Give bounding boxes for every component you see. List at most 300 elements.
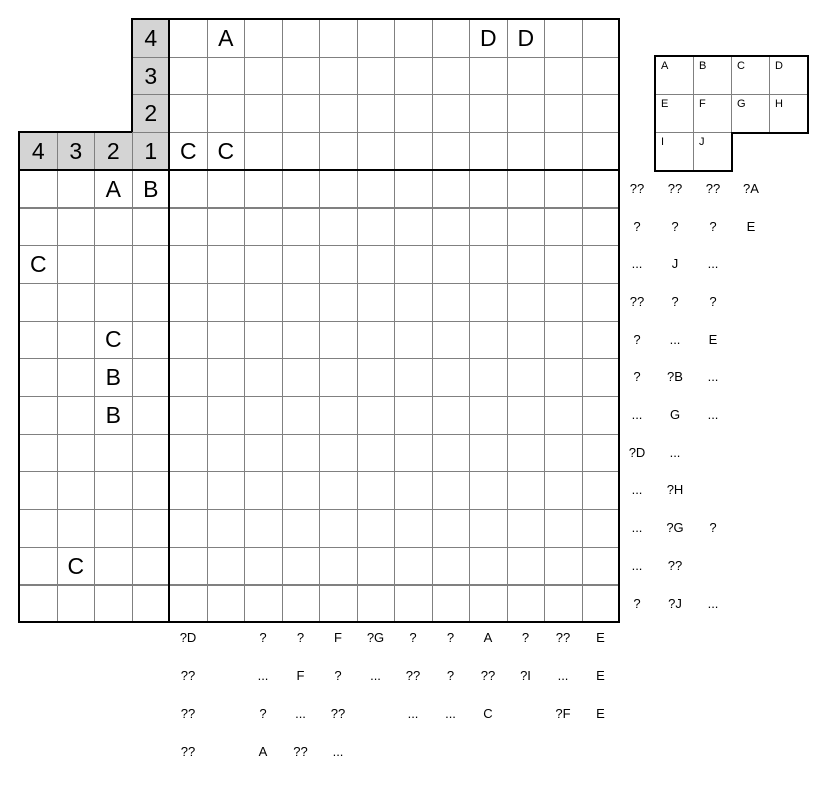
main-cell[interactable] bbox=[207, 170, 246, 209]
top-cell[interactable] bbox=[169, 94, 208, 133]
main-cell[interactable] bbox=[582, 509, 621, 548]
row1-cell[interactable] bbox=[469, 132, 508, 171]
main-cell[interactable] bbox=[507, 396, 546, 435]
left-cell[interactable]: B bbox=[132, 170, 171, 209]
main-cell[interactable] bbox=[169, 396, 208, 435]
legend-cell: I bbox=[655, 132, 694, 171]
top-cell[interactable] bbox=[544, 57, 583, 96]
top-cell[interactable] bbox=[432, 94, 471, 133]
grid-border bbox=[18, 131, 20, 622]
row1-cell[interactable]: C bbox=[207, 132, 246, 171]
top-cell[interactable] bbox=[169, 19, 208, 58]
left-cell[interactable] bbox=[19, 358, 58, 397]
bottom-clue: ... bbox=[557, 668, 569, 683]
main-cell[interactable] bbox=[357, 471, 396, 510]
main-cell[interactable] bbox=[469, 509, 508, 548]
main-cell[interactable] bbox=[582, 471, 621, 510]
main-cell[interactable] bbox=[169, 208, 208, 247]
legend-cell: B bbox=[693, 56, 732, 95]
main-cell[interactable] bbox=[394, 471, 433, 510]
bottom-clue: F bbox=[296, 668, 305, 683]
main-cell[interactable] bbox=[319, 471, 358, 510]
bottom-clue: ... bbox=[370, 668, 381, 683]
right-clue: E bbox=[746, 218, 756, 234]
main-cell[interactable] bbox=[544, 283, 583, 322]
right-clue: ? bbox=[709, 218, 717, 234]
bottom-clue: ?? bbox=[180, 744, 196, 759]
main-cell[interactable] bbox=[319, 245, 358, 284]
bottom-clue: C bbox=[483, 706, 493, 721]
left-cell[interactable] bbox=[57, 509, 96, 548]
bottom-clue: A bbox=[483, 630, 493, 645]
top-cell[interactable] bbox=[207, 94, 246, 133]
bottom-clue: ? bbox=[446, 630, 455, 645]
row1-cell[interactable] bbox=[319, 132, 358, 171]
left-cell[interactable] bbox=[57, 170, 96, 209]
left-cell[interactable] bbox=[57, 434, 96, 473]
left-cell[interactable]: B bbox=[94, 358, 133, 397]
main-cell[interactable] bbox=[432, 547, 471, 586]
main-cell[interactable] bbox=[544, 585, 583, 624]
right-clue: ... bbox=[631, 256, 643, 272]
top-cell[interactable] bbox=[394, 19, 433, 58]
main-cell[interactable] bbox=[582, 283, 621, 322]
row1-cell[interactable] bbox=[244, 132, 283, 171]
left-cell[interactable] bbox=[19, 471, 58, 510]
main-cell[interactable] bbox=[469, 245, 508, 284]
main-cell[interactable] bbox=[319, 283, 358, 322]
main-cell[interactable] bbox=[394, 434, 433, 473]
top-cell[interactable] bbox=[394, 94, 433, 133]
main-cell[interactable] bbox=[469, 547, 508, 586]
bottom-clue: E bbox=[596, 668, 605, 683]
main-cell[interactable] bbox=[169, 509, 208, 548]
top-cell[interactable]: D bbox=[469, 19, 508, 58]
main-cell[interactable] bbox=[319, 396, 358, 435]
bottom-clue: ?? bbox=[405, 668, 421, 683]
main-cell[interactable] bbox=[207, 585, 246, 624]
row1-cell[interactable] bbox=[282, 132, 321, 171]
main-cell[interactable] bbox=[244, 358, 283, 397]
right-clue: J bbox=[671, 256, 679, 272]
top-cell[interactable] bbox=[282, 57, 321, 96]
main-cell[interactable] bbox=[507, 321, 546, 360]
left-cell[interactable] bbox=[132, 283, 171, 322]
left-cell[interactable] bbox=[132, 434, 171, 473]
top-cell[interactable] bbox=[244, 57, 283, 96]
top-cell[interactable] bbox=[544, 19, 583, 58]
main-cell[interactable] bbox=[507, 509, 546, 548]
main-cell[interactable] bbox=[432, 509, 471, 548]
main-cell[interactable] bbox=[432, 170, 471, 209]
main-cell[interactable] bbox=[244, 208, 283, 247]
main-cell[interactable] bbox=[244, 509, 283, 548]
bottom-clue: ? bbox=[259, 630, 267, 645]
main-cell[interactable] bbox=[432, 208, 471, 247]
main-cell[interactable] bbox=[244, 283, 283, 322]
main-cell[interactable] bbox=[432, 396, 471, 435]
bottom-clue: ? bbox=[259, 706, 267, 721]
main-cell[interactable] bbox=[207, 321, 246, 360]
main-cell[interactable] bbox=[357, 396, 396, 435]
top-cell[interactable] bbox=[244, 19, 283, 58]
main-cell[interactable] bbox=[357, 170, 396, 209]
left-cell[interactable] bbox=[94, 585, 133, 624]
main-cell[interactable] bbox=[207, 434, 246, 473]
top-cell[interactable]: A bbox=[207, 19, 246, 58]
main-cell[interactable] bbox=[582, 170, 621, 209]
left-cell[interactable] bbox=[57, 358, 96, 397]
bottom-clue: ... bbox=[407, 706, 419, 721]
left-cell[interactable]: C bbox=[19, 245, 58, 284]
main-cell[interactable] bbox=[469, 434, 508, 473]
main-cell[interactable] bbox=[432, 245, 471, 284]
right-clue: G bbox=[669, 407, 681, 422]
main-cell[interactable] bbox=[469, 208, 508, 247]
main-cell[interactable] bbox=[507, 170, 546, 209]
left-cell[interactable] bbox=[19, 434, 58, 473]
main-cell[interactable] bbox=[207, 245, 246, 284]
right-clue: ?H bbox=[666, 482, 684, 498]
main-cell[interactable] bbox=[282, 321, 321, 360]
row1-cell[interactable] bbox=[544, 132, 583, 171]
main-cell[interactable] bbox=[544, 434, 583, 473]
main-cell[interactable] bbox=[282, 283, 321, 322]
main-cell[interactable] bbox=[357, 509, 396, 548]
left-cell[interactable] bbox=[132, 509, 171, 548]
left-cell[interactable]: A bbox=[94, 170, 133, 209]
main-cell[interactable] bbox=[169, 547, 208, 586]
main-cell[interactable] bbox=[507, 208, 546, 247]
main-cell[interactable] bbox=[469, 321, 508, 360]
top-cell[interactable] bbox=[207, 57, 246, 96]
main-cell[interactable] bbox=[319, 208, 358, 247]
main-cell[interactable] bbox=[282, 396, 321, 435]
left-cell[interactable]: C bbox=[94, 321, 133, 360]
main-cell[interactable] bbox=[207, 358, 246, 397]
main-cell[interactable] bbox=[357, 245, 396, 284]
main-cell[interactable] bbox=[169, 283, 208, 322]
main-cell[interactable] bbox=[507, 358, 546, 397]
main-cell[interactable] bbox=[469, 585, 508, 624]
top-cell[interactable] bbox=[394, 57, 433, 96]
top-cell[interactable] bbox=[282, 94, 321, 133]
legend-cell: F bbox=[693, 94, 732, 133]
top-cell[interactable] bbox=[244, 94, 283, 133]
main-cell[interactable] bbox=[394, 170, 433, 209]
main-cell[interactable] bbox=[507, 547, 546, 586]
main-cell[interactable] bbox=[432, 471, 471, 510]
left-cell[interactable] bbox=[19, 208, 58, 247]
main-cell[interactable] bbox=[169, 170, 208, 209]
main-cell[interactable] bbox=[319, 434, 358, 473]
left-cell[interactable] bbox=[132, 358, 171, 397]
main-cell[interactable] bbox=[544, 208, 583, 247]
top-cell[interactable] bbox=[432, 19, 471, 58]
right-clue: ... bbox=[707, 595, 719, 611]
main-cell[interactable] bbox=[432, 358, 471, 397]
right-clue: ?J bbox=[668, 595, 682, 611]
main-cell[interactable] bbox=[394, 396, 433, 435]
main-cell[interactable] bbox=[582, 321, 621, 360]
main-cell[interactable] bbox=[244, 585, 283, 624]
bottom-clue: ... bbox=[332, 744, 344, 759]
left-cell[interactable] bbox=[57, 245, 96, 284]
legend-cell: A bbox=[655, 56, 694, 95]
main-cell[interactable] bbox=[582, 396, 621, 435]
row1-cell[interactable] bbox=[357, 132, 396, 171]
main-cell[interactable] bbox=[432, 321, 471, 360]
left-cell[interactable] bbox=[132, 321, 171, 360]
left-cell[interactable] bbox=[19, 321, 58, 360]
bottom-clue: ... bbox=[257, 668, 269, 683]
legend-border bbox=[731, 132, 809, 134]
bottom-clue: ?F bbox=[555, 706, 571, 721]
main-cell[interactable] bbox=[432, 585, 471, 624]
main-cell[interactable] bbox=[507, 434, 546, 473]
main-cell[interactable] bbox=[282, 434, 321, 473]
right-clue: ? bbox=[671, 293, 679, 309]
legend-border bbox=[654, 55, 809, 57]
top-cell[interactable] bbox=[432, 57, 471, 96]
right-clue: ? bbox=[671, 218, 679, 234]
main-cell[interactable] bbox=[394, 283, 433, 322]
main-cell[interactable] bbox=[282, 509, 321, 548]
main-cell[interactable] bbox=[582, 358, 621, 397]
left-cell[interactable] bbox=[132, 208, 171, 247]
main-cell[interactable] bbox=[319, 509, 358, 548]
main-cell[interactable] bbox=[357, 585, 396, 624]
bottom-clue: ?I bbox=[520, 668, 531, 683]
left-cell[interactable] bbox=[57, 208, 96, 247]
bottom-clue: F bbox=[334, 630, 342, 645]
bottom-clue: ?? bbox=[480, 668, 496, 683]
right-clue: ? bbox=[633, 331, 641, 347]
main-cell[interactable] bbox=[207, 396, 246, 435]
main-cell[interactable] bbox=[207, 283, 246, 322]
row1-cell[interactable] bbox=[582, 132, 621, 171]
left-cell[interactable] bbox=[57, 321, 96, 360]
left-cell[interactable] bbox=[94, 547, 133, 586]
top-cell[interactable] bbox=[357, 19, 396, 58]
main-cell[interactable] bbox=[244, 434, 283, 473]
main-cell[interactable] bbox=[544, 471, 583, 510]
legend-cell: D bbox=[769, 56, 808, 95]
legend-cell: C bbox=[731, 56, 770, 95]
left-cell[interactable] bbox=[94, 509, 133, 548]
main-cell[interactable] bbox=[357, 321, 396, 360]
top-cell[interactable] bbox=[582, 57, 621, 96]
main-cell[interactable] bbox=[319, 585, 358, 624]
main-cell[interactable] bbox=[244, 321, 283, 360]
left-cell[interactable] bbox=[19, 509, 58, 548]
main-cell[interactable] bbox=[544, 321, 583, 360]
main-cell[interactable] bbox=[544, 170, 583, 209]
main-cell[interactable] bbox=[244, 471, 283, 510]
left-cell[interactable] bbox=[19, 585, 58, 624]
main-cell[interactable] bbox=[544, 396, 583, 435]
main-cell[interactable] bbox=[282, 585, 321, 624]
main-cell[interactable] bbox=[544, 358, 583, 397]
main-cell[interactable] bbox=[282, 170, 321, 209]
bottom-clue: ?? bbox=[180, 668, 196, 683]
main-cell[interactable] bbox=[507, 471, 546, 510]
left-cell[interactable] bbox=[94, 245, 133, 284]
main-cell[interactable] bbox=[244, 170, 283, 209]
row1-cell[interactable] bbox=[507, 132, 546, 171]
left-header-label: 4 bbox=[19, 132, 58, 171]
main-cell[interactable] bbox=[207, 471, 246, 510]
top-cell[interactable] bbox=[507, 94, 546, 133]
main-cell[interactable] bbox=[207, 509, 246, 548]
main-cell[interactable] bbox=[394, 208, 433, 247]
top-cell[interactable]: D bbox=[507, 19, 546, 58]
left-cell[interactable] bbox=[57, 471, 96, 510]
main-cell[interactable] bbox=[319, 321, 358, 360]
main-cell[interactable] bbox=[244, 547, 283, 586]
main-cell[interactable] bbox=[394, 358, 433, 397]
main-cell[interactable] bbox=[582, 547, 621, 586]
right-clue: E bbox=[708, 331, 718, 347]
main-cell[interactable] bbox=[319, 358, 358, 397]
left-cell[interactable] bbox=[94, 208, 133, 247]
top-cell[interactable] bbox=[357, 57, 396, 96]
main-cell[interactable] bbox=[282, 208, 321, 247]
main-cell[interactable] bbox=[394, 245, 433, 284]
grid-border bbox=[18, 621, 620, 623]
left-cell[interactable] bbox=[94, 471, 133, 510]
left-cell[interactable] bbox=[132, 547, 171, 586]
legend-border bbox=[654, 170, 733, 172]
main-cell[interactable] bbox=[432, 283, 471, 322]
row1-cell[interactable]: C bbox=[169, 132, 208, 171]
left-cell[interactable] bbox=[19, 396, 58, 435]
top-cell[interactable] bbox=[469, 57, 508, 96]
main-cell[interactable] bbox=[282, 471, 321, 510]
left-cell[interactable] bbox=[57, 283, 96, 322]
main-cell[interactable] bbox=[544, 245, 583, 284]
right-clue: ?? bbox=[705, 180, 721, 196]
main-cell[interactable] bbox=[582, 434, 621, 473]
main-cell[interactable] bbox=[169, 358, 208, 397]
top-cell[interactable] bbox=[582, 19, 621, 58]
top-cell[interactable] bbox=[319, 19, 358, 58]
left-cell[interactable] bbox=[19, 547, 58, 586]
left-cell[interactable] bbox=[132, 585, 171, 624]
bottom-clue: ?? bbox=[330, 706, 346, 721]
main-cell[interactable] bbox=[357, 208, 396, 247]
main-cell[interactable] bbox=[319, 547, 358, 586]
top-cell[interactable] bbox=[582, 94, 621, 133]
top-cell[interactable] bbox=[319, 57, 358, 96]
main-cell[interactable] bbox=[282, 547, 321, 586]
right-clue: ?? bbox=[629, 293, 645, 309]
row1-cell[interactable] bbox=[394, 132, 433, 171]
top-cell[interactable] bbox=[544, 94, 583, 133]
left-cell[interactable] bbox=[19, 170, 58, 209]
legend-border bbox=[807, 55, 809, 134]
right-clue: ... bbox=[669, 331, 681, 347]
left-cell[interactable] bbox=[19, 283, 58, 322]
bottom-clue: ?G bbox=[366, 630, 385, 645]
legend-cell: E bbox=[655, 94, 694, 133]
top-cell[interactable] bbox=[319, 94, 358, 133]
main-cell[interactable] bbox=[282, 358, 321, 397]
main-cell[interactable] bbox=[244, 245, 283, 284]
left-cell[interactable] bbox=[57, 396, 96, 435]
main-cell[interactable] bbox=[169, 434, 208, 473]
main-cell[interactable] bbox=[207, 547, 246, 586]
right-clue: ? bbox=[633, 369, 641, 385]
left-cell[interactable]: B bbox=[94, 396, 133, 435]
main-cell[interactable] bbox=[432, 434, 471, 473]
left-cell[interactable] bbox=[132, 471, 171, 510]
main-cell[interactable] bbox=[469, 358, 508, 397]
right-clue: ... bbox=[669, 444, 681, 460]
top-cell[interactable] bbox=[357, 94, 396, 133]
right-clue: ?D bbox=[628, 444, 646, 460]
main-cell[interactable] bbox=[169, 585, 208, 624]
bottom-clue: ? bbox=[296, 630, 305, 645]
top-cell[interactable] bbox=[507, 57, 546, 96]
main-cell[interactable] bbox=[169, 245, 208, 284]
main-cell[interactable] bbox=[507, 245, 546, 284]
main-cell[interactable] bbox=[282, 245, 321, 284]
main-cell[interactable] bbox=[544, 547, 583, 586]
main-cell[interactable] bbox=[469, 396, 508, 435]
main-cell[interactable] bbox=[357, 358, 396, 397]
main-cell[interactable] bbox=[469, 170, 508, 209]
bottom-clue: ? bbox=[334, 668, 342, 683]
legend-cell: J bbox=[693, 132, 732, 171]
main-cell[interactable] bbox=[544, 509, 583, 548]
main-cell[interactable] bbox=[244, 396, 283, 435]
main-cell[interactable] bbox=[394, 321, 433, 360]
top-cell[interactable] bbox=[282, 19, 321, 58]
left-cell[interactable] bbox=[57, 585, 96, 624]
main-cell[interactable] bbox=[582, 208, 621, 247]
main-cell[interactable] bbox=[507, 283, 546, 322]
main-cell[interactable] bbox=[169, 471, 208, 510]
main-cell[interactable] bbox=[469, 283, 508, 322]
left-cell[interactable] bbox=[132, 245, 171, 284]
main-cell[interactable] bbox=[357, 434, 396, 473]
bottom-clue: ? bbox=[409, 630, 417, 645]
main-cell[interactable] bbox=[469, 471, 508, 510]
row1-cell[interactable] bbox=[432, 132, 471, 171]
main-cell[interactable] bbox=[169, 321, 208, 360]
main-cell[interactable] bbox=[582, 245, 621, 284]
main-cell[interactable] bbox=[582, 585, 621, 624]
bottom-clue: ? bbox=[521, 630, 530, 645]
left-cell[interactable] bbox=[94, 434, 133, 473]
main-cell[interactable] bbox=[394, 509, 433, 548]
main-cell[interactable] bbox=[357, 283, 396, 322]
left-cell[interactable] bbox=[94, 283, 133, 322]
top-cell[interactable] bbox=[169, 57, 208, 96]
main-cell[interactable] bbox=[394, 585, 433, 624]
main-cell[interactable] bbox=[394, 547, 433, 586]
bottom-clue: ?? bbox=[555, 630, 571, 645]
main-cell[interactable] bbox=[207, 208, 246, 247]
main-cell[interactable] bbox=[357, 547, 396, 586]
left-cell[interactable] bbox=[132, 396, 171, 435]
left-cell[interactable]: C bbox=[57, 547, 96, 586]
right-clue: ?? bbox=[629, 180, 645, 196]
top-cell[interactable] bbox=[469, 94, 508, 133]
main-cell[interactable] bbox=[507, 585, 546, 624]
main-cell[interactable] bbox=[319, 170, 358, 209]
